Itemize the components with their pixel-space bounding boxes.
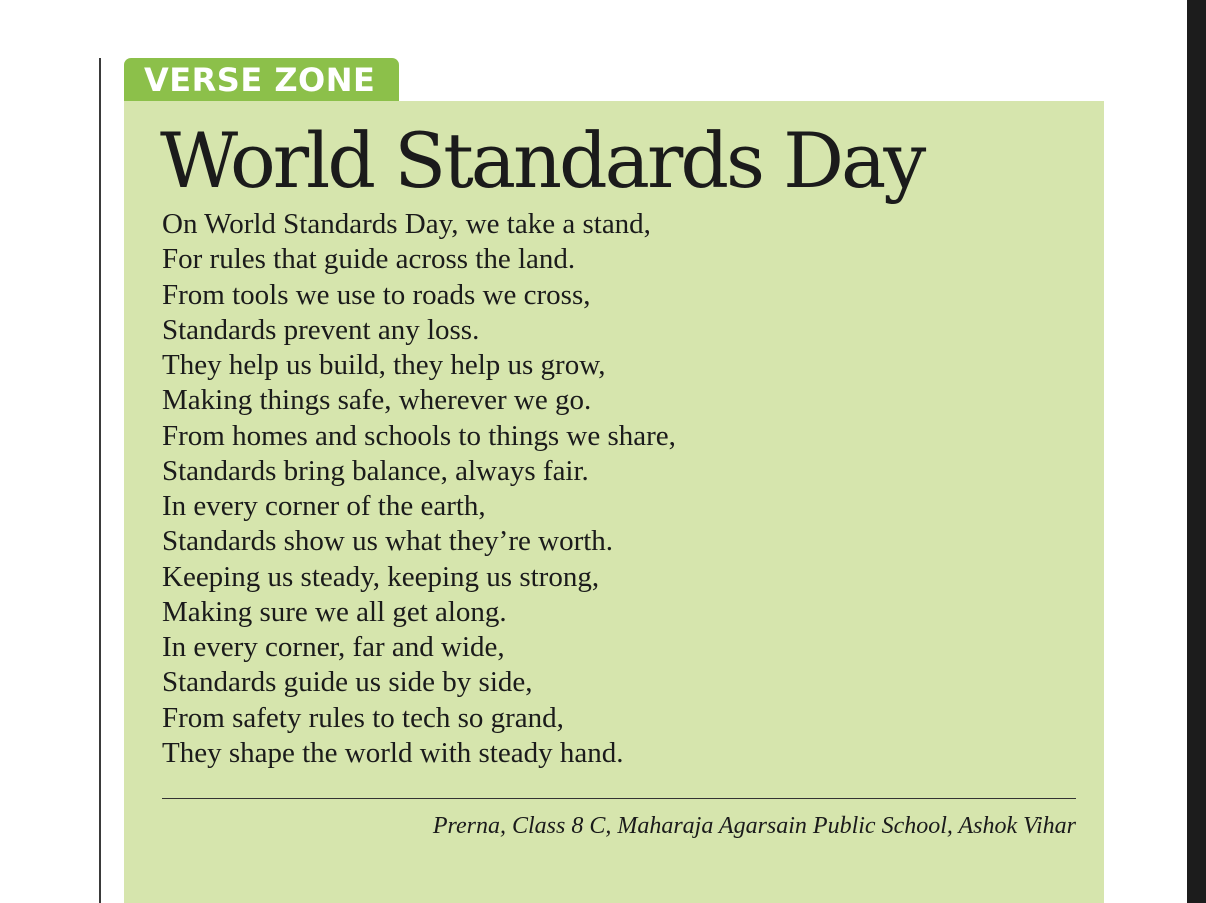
poem-line: From safety rules to tech so grand, (162, 701, 564, 734)
poem-panel (124, 101, 1104, 903)
author-byline: Prerna, Class 8 C, Maharaja Agarsain Public School, Ashok Vihar (432, 813, 1076, 839)
poem-line: On World Standards Day, we take a stand, (162, 208, 651, 240)
page-column-rule (99, 58, 101, 903)
poem-line: In every corner of the earth, (162, 490, 486, 522)
page-edge (1187, 0, 1206, 903)
poem-line: They help us build, they help us grow, (162, 349, 606, 381)
poem-line: Standards guide us side by side, (162, 666, 533, 699)
poem-line: From homes and schools to things we share, (162, 419, 676, 452)
section-label: VERSE ZONE (144, 61, 376, 99)
poem-title: World Standards Day (160, 116, 924, 205)
poem-line: Keeping us steady, keeping us strong, (162, 560, 600, 593)
section-tab (124, 58, 399, 102)
poem-line: For rules that guide across the land. (162, 243, 576, 276)
poem-line: From tools we use to roads we cross, (162, 278, 591, 311)
poem-line: Making things safe, wherever we go. (162, 384, 592, 417)
poem-line: They shape the world with steady hand. (162, 736, 624, 769)
poem-line: Standards show us what they’re worth. (162, 525, 614, 558)
poem-body (162, 207, 676, 771)
poem-line: Standards bring balance, always fair. (162, 454, 589, 487)
byline-divider (162, 798, 1076, 799)
poem-line: Standards prevent any loss. (162, 313, 480, 346)
poem-line: Making sure we all get along. (162, 595, 507, 628)
poem-line: In every corner, far and wide, (162, 631, 505, 663)
